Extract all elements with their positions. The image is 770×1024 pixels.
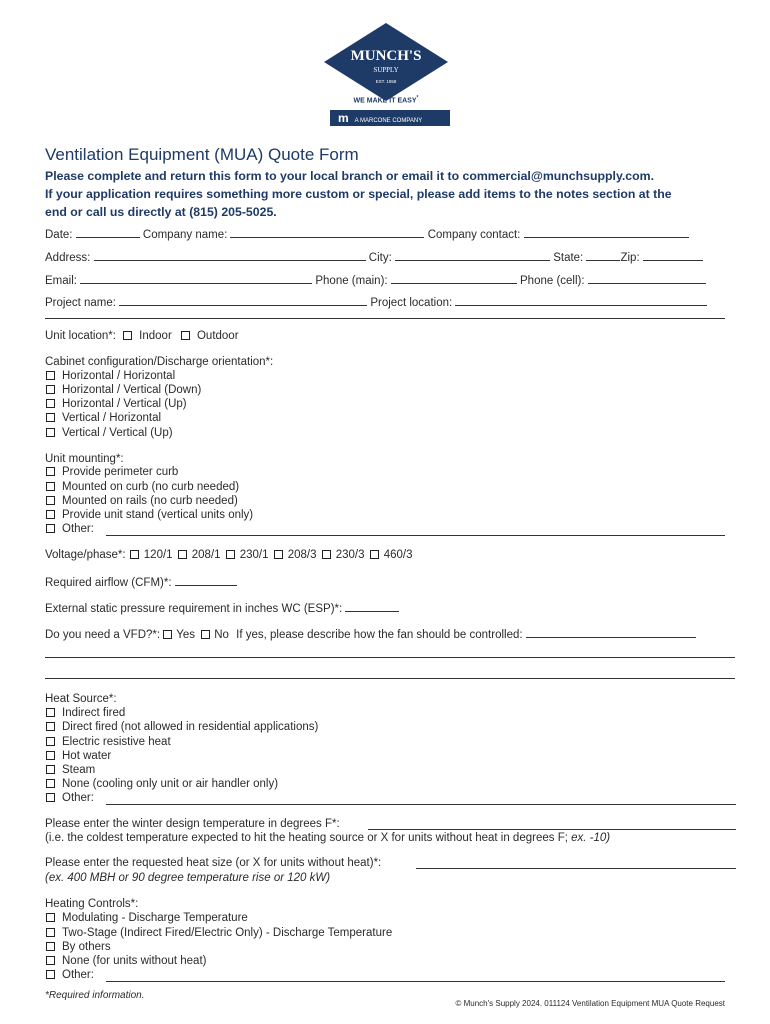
zip-field[interactable] — [643, 250, 703, 261]
winter-temp-note: (i.e. the coldest temperature expected to hit the heating source or X for units without heat in degrees F; — [45, 832, 568, 844]
company-contact-label: Company contact: — [427, 229, 521, 241]
phone-cell-field[interactable] — [588, 273, 706, 284]
vfd-describe-field[interactable] — [526, 627, 696, 638]
intro-line-1: Please complete and return this form to your local branch or email it to commercial@munchsupply.com. — [45, 169, 654, 183]
heat-source-checkbox[interactable] — [46, 793, 55, 802]
indoor-label: Indoor — [139, 330, 172, 342]
heating-controls-checkbox[interactable] — [46, 928, 55, 937]
vfd-label: Do you need a VFD?*: — [45, 629, 161, 641]
project-name-label: Project name: — [45, 297, 116, 309]
heating-controls-option-label: Modulating - Discharge Temperature — [62, 912, 248, 924]
cabinet-option-checkbox[interactable] — [46, 428, 55, 437]
heat-source-option-label: Direct fired (not allowed in residential applications) — [62, 721, 319, 733]
cabinet-option-label: Horizontal / Horizontal — [62, 370, 176, 382]
heating-controls-checkbox[interactable] — [46, 942, 55, 951]
heating-controls-checkbox[interactable] — [46, 970, 55, 979]
cabinet-option-label: Horizontal / Vertical (Down) — [62, 384, 202, 396]
heat-size-label: Please enter the requested heat size (or X for units without heat)*: — [45, 857, 382, 869]
heat-size-note: (ex. 400 MBH or 90 degree temperature rise or 120 kW) — [45, 872, 331, 884]
address-label: Address: — [45, 252, 91, 264]
vfd-no-checkbox[interactable] — [201, 630, 210, 639]
winter-temp-example: ex. -10) — [571, 832, 611, 844]
airflow-label: Required airflow (CFM)*: — [45, 577, 172, 589]
voltage-option-label: 208/1 — [191, 549, 221, 561]
esp-label: External static pressure requirement in inches WC (ESP)*: — [45, 603, 343, 615]
heat-source-checkbox[interactable] — [46, 708, 55, 717]
mounting-option-checkbox[interactable] — [46, 510, 55, 519]
airflow-field[interactable] — [175, 575, 237, 586]
heat-source-checkbox[interactable] — [46, 737, 55, 746]
heat-source-checkbox[interactable] — [46, 751, 55, 760]
project-name-field[interactable] — [119, 295, 367, 306]
heat-source-option-label: Indirect fired — [62, 707, 126, 719]
mounting-other-field[interactable] — [106, 535, 725, 536]
city-label: City: — [368, 252, 392, 264]
mounting-option-label: Provide perimeter curb — [62, 466, 179, 478]
company-name-field[interactable] — [230, 227, 424, 238]
marcone-text: A MARCONE COMPANY — [354, 118, 423, 124]
heat-source-other-field[interactable] — [106, 804, 736, 805]
voltage-option-label: 208/3 — [287, 549, 317, 561]
voltage-checkbox[interactable] — [274, 550, 283, 559]
vfd-notes-line[interactable] — [45, 657, 735, 658]
mounting-other-label: Other: — [62, 523, 94, 535]
voltage-checkbox[interactable] — [226, 550, 235, 559]
company-logo — [322, 22, 450, 132]
heating-controls-label: Heating Controls*: — [45, 898, 139, 910]
heating-controls-option-label: None (for units without heat) — [62, 955, 207, 967]
email-field[interactable] — [80, 273, 312, 284]
project-location-label: Project location: — [370, 297, 453, 309]
address-field[interactable] — [94, 250, 366, 261]
section-divider — [45, 318, 725, 319]
date-field[interactable] — [76, 227, 140, 238]
logo-est-text: EST. 1958 — [375, 79, 397, 84]
zip-label: Zip: — [620, 252, 640, 264]
state-label: State: — [553, 252, 584, 264]
phone-main-label: Phone (main): — [315, 275, 388, 287]
date-label: Date: — [45, 229, 73, 241]
required-note: *Required information. — [45, 990, 145, 1001]
vfd-no-label: No — [214, 629, 229, 641]
winter-temp-label: Please enter the winter design temperature in degrees F*: — [45, 818, 340, 830]
logo-sub-text: SUPPLY — [373, 66, 399, 74]
mounting-option-label: Mounted on rails (no curb needed) — [62, 495, 238, 507]
heat-source-checkbox[interactable] — [46, 722, 55, 731]
mounting-option-checkbox[interactable] — [46, 524, 55, 533]
vfd-notes-line[interactable] — [45, 678, 735, 679]
cabinet-label: Cabinet configuration/Discharge orientation*: — [45, 356, 274, 368]
marcone-badge — [330, 110, 450, 126]
voltage-option-label: 120/1 — [143, 549, 173, 561]
cabinet-option-label: Vertical / Vertical (Up) — [62, 427, 173, 439]
cabinet-option-label: Horizontal / Vertical (Up) — [62, 398, 187, 410]
mounting-option-checkbox[interactable] — [46, 496, 55, 505]
voltage-checkbox[interactable] — [130, 550, 139, 559]
logo-tagline: WE MAKE IT EASY — [353, 97, 417, 105]
company-name-label: Company name: — [142, 229, 228, 241]
heat-source-label: Heat Source*: — [45, 693, 117, 705]
heat-source-option-label: Steam — [62, 764, 96, 776]
heat-source-other-label: Other: — [62, 792, 94, 804]
outdoor-label: Outdoor — [196, 330, 239, 342]
voltage-option-label: 460/3 — [383, 549, 413, 561]
unit-location-label: Unit location*: — [45, 330, 116, 342]
vfd-yes-checkbox[interactable] — [163, 630, 172, 639]
logo-brand-text: MUNCH'S — [350, 48, 422, 64]
esp-field[interactable] — [345, 601, 399, 612]
copyright-text: © Munch's Supply 2024. 011124 Ventilation Equipment MUA Quote Request — [455, 999, 725, 1008]
company-contact-field[interactable] — [524, 227, 689, 238]
intro-line-3: end or call us directly at (815) 205-5025. — [45, 205, 277, 219]
logo-tagline-mark: * — [416, 95, 419, 101]
cabinet-option-checkbox[interactable] — [46, 413, 55, 422]
intro-line-2: If your application requires something more custom or special, please add items to the notes section at the — [45, 187, 672, 201]
voltage-checkbox[interactable] — [322, 550, 331, 559]
heating-controls-checkbox[interactable] — [46, 913, 55, 922]
form-title: Ventilation Equipment (MUA) Quote Form — [45, 145, 359, 164]
heating-controls-option-label: Two-Stage (Indirect Fired/Electric Only) - Discharge Temperature — [62, 927, 393, 939]
heat-source-option-label: Electric resistive heat — [62, 736, 171, 748]
heating-controls-other-field[interactable] — [106, 981, 725, 982]
heat-source-checkbox[interactable] — [46, 765, 55, 774]
marcone-mark-icon: m — [338, 111, 349, 125]
voltage-label: Voltage/phase*: — [45, 549, 126, 561]
heat-size-field[interactable] — [416, 868, 736, 869]
mounting-option-label: Provide unit stand (vertical units only) — [62, 509, 254, 521]
winter-temp-field[interactable] — [368, 829, 736, 830]
mounting-label: Unit mounting*: — [45, 453, 124, 465]
voltage-option-label: 230/1 — [239, 549, 269, 561]
logo-diamond — [322, 22, 450, 105]
cabinet-option-checkbox[interactable] — [46, 371, 55, 380]
phone-main-field[interactable] — [391, 273, 517, 284]
mounting-option-label: Mounted on curb (no curb needed) — [62, 481, 240, 493]
vfd-yes-label: Yes — [176, 629, 196, 641]
cabinet-option-label: Vertical / Horizontal — [62, 412, 162, 424]
heating-controls-other-label: Other: — [62, 969, 94, 981]
heat-source-option-label: None (cooling only unit or air handler only) — [62, 778, 279, 790]
phone-cell-label: Phone (cell): — [520, 275, 585, 287]
heat-source-checkbox[interactable] — [46, 779, 55, 788]
project-location-field[interactable] — [455, 295, 707, 306]
heat-source-option-label: Hot water — [62, 750, 112, 762]
heating-controls-option-label: By others — [62, 941, 111, 953]
voltage-checkbox[interactable] — [370, 550, 379, 559]
heating-controls-checkbox[interactable] — [46, 956, 55, 965]
mounting-option-checkbox[interactable] — [46, 467, 55, 476]
city-field[interactable] — [395, 250, 550, 261]
state-field[interactable] — [586, 250, 620, 261]
indoor-checkbox[interactable] — [123, 331, 132, 340]
vfd-describe-label: If yes, please describe how the fan should be controlled: — [236, 629, 523, 641]
cabinet-option-checkbox[interactable] — [46, 399, 55, 408]
outdoor-checkbox[interactable] — [181, 331, 190, 340]
cabinet-option-checkbox[interactable] — [46, 385, 55, 394]
email-label: Email: — [45, 275, 77, 287]
voltage-option-label: 230/3 — [335, 549, 365, 561]
voltage-checkbox[interactable] — [178, 550, 187, 559]
mounting-option-checkbox[interactable] — [46, 482, 55, 491]
